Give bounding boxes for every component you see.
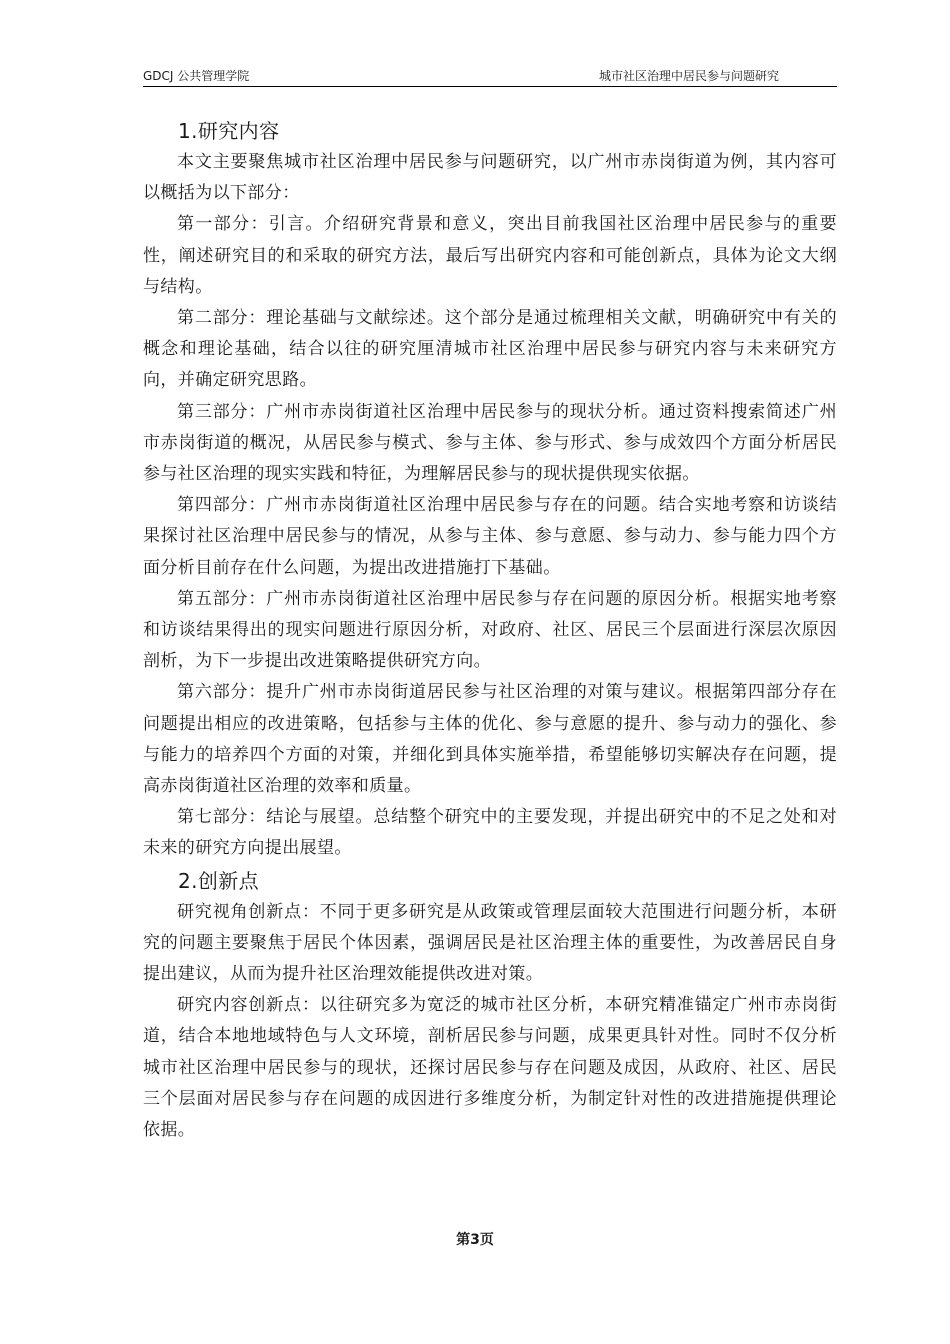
page-number: 第3页 (456, 1232, 494, 1248)
paragraph-innovation-perspective: 研究视角创新点：不同于更多研究是从政策或管理层面较大范围进行问题分析，本研究的问题主要聚焦于居民个体因素，强调居民是社区治理主体的重要性，为改善居民自身提出建议，从而为提升社区治理效能提供改进对策。 (143, 901, 837, 985)
paragraph-part-six: 第六部分：提升广州市赤岗街道居民参与社区治理的对策与建议。根据第四部分存在问题提出相应的改进策略，包括参与主体的优化、参与意愿的提升、参与动力的强化、参与能力的培养四个方面的对策，并细化到具体实施举措，希望能够切实解决存在问题，提高赤岗街道社区治理的效率和质量。 (143, 682, 837, 797)
section-heading-research-content: 1.研究内容 (178, 119, 280, 143)
page-header (143, 66, 837, 87)
paragraph-part-three: 第三部分：广州市赤岗街道社区治理中居民参与的现状分析。通过资料搜索简述广州市赤岗街道的概况，从居民参与模式、参与主体、参与形式、参与成效四个方面分析居民参与社区治理的现实实践和特征，为理解居民参与的现状提供现实依据。 (143, 401, 837, 485)
header-title: 城市社区治理中居民参与问题研究 (598, 69, 779, 83)
paragraph-innovation-content: 研究内容创新点：以往研究多为宽泛的城市社区分析，本研究精准锚定广州市赤岗街道，结合本地地域特色与人文环境，剖析居民参与问题，成果更具针对性。同时不仅分析城市社区治理中居民参与的现状，还探讨居民参与存在问题及成因，从政府、社区、居民三个层面对居民参与存在问题的成因进行多维度分析，为制定针对性的改进措施提供理论依据。 (143, 995, 837, 1141)
paragraph-part-two: 第二部分：理论基础与文献综述。这个部分是通过梳理相关文献，明确研究中有关的概念和理论基础，结合以往的研究厘清城市社区治理中居民参与研究内容与未来研究方向，并确定研究思路。 (143, 308, 837, 391)
document-body (143, 115, 837, 1146)
paragraph-intro: 本文主要聚焦城市社区治理中居民参与问题研究，以广州市赤岗街道为例，其内容可以概括为以下部分： (143, 152, 837, 204)
section-heading-innovation: 2.创新点 (178, 868, 260, 893)
paragraph-part-five: 第五部分：广州市赤岗街道社区治理中居民参与存在问题的原因分析。根据实地考察和访谈结果得出的现实问题进行原因分析，对政府、社区、居民三个层面进行深层次原因剖析，为下一步提出改进策略提供研究方向。 (143, 588, 837, 672)
paragraph-part-four: 第四部分：广州市赤岗街道社区治理中居民参与存在的问题。结合实地考察和访谈结果探讨社区治理中居民参与的情况，从参与主体、参与意愿、参与动力、参与能力四个方面分析目前存在什么问题，为提出改进措施打下基础。 (143, 495, 837, 578)
paragraph-part-seven: 第七部分：结论与展望。总结整个研究中的主要发现，并提出研究中的不足之处和对未来的研究方向提出展望。 (143, 807, 837, 859)
paragraph-part-one: 第一部分：引言。介绍研究背景和意义，突出目前我国社区治理中居民参与的重要性，阐述研究目的和采取的研究方法，最后写出研究内容和可能创新点，具体为论文大纲与结构。 (143, 214, 837, 297)
header-institution: GDCJ 公共管理学院 (143, 69, 250, 83)
